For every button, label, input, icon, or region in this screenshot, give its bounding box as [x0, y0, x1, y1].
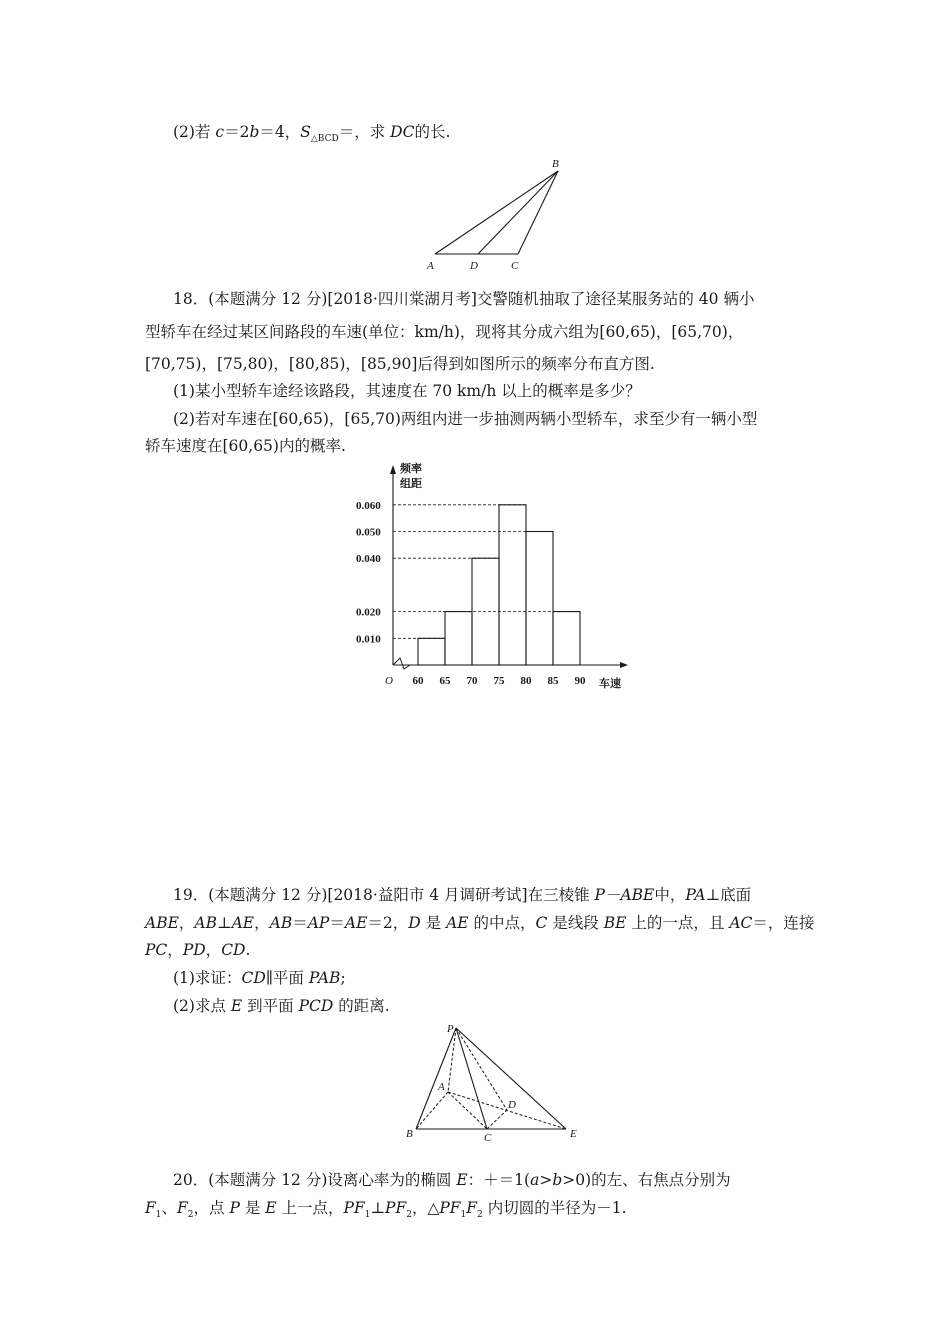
axis-break-mark — [393, 658, 410, 669]
y-tick-label: 0.020 — [356, 606, 381, 619]
q20-line1: 20．(本题满分 12 分)设离心率为的椭圆 E：＋＝1(a>b>0)的左、右焦点分别为 — [173, 1171, 731, 1189]
q17-tail: ＝，求 — [338, 123, 391, 141]
label-A: A — [438, 1081, 445, 1093]
edge-PD — [456, 1028, 507, 1110]
q19-line2: ABE，AB⊥AE，AB＝AP＝AE＝2，D 是 AE 的中点，C 是线段 BE 上的一点，且 AC＝，连接 — [145, 914, 815, 932]
q18-line3: [70,75)，[75,80)，[80,85)，[85,90]后得到如图所示的频率分布直方图. — [145, 355, 655, 373]
q19-part2: (2)求点 E 到平面 PCD 的距离. — [173, 997, 390, 1015]
ylabel-bottom: 组距 — [400, 478, 422, 490]
bar-85-90 — [553, 612, 580, 665]
q17-part2 — [173, 120, 450, 144]
x-tick-label: 75 — [493, 675, 505, 687]
xlabel: 车速 — [599, 678, 621, 690]
bar-75-80 — [499, 505, 526, 665]
edge-AB — [416, 1092, 448, 1129]
q18-part2b: 轿车速度在[60,65)内的概率. — [145, 437, 346, 455]
label-C: C — [511, 260, 519, 272]
label-B: B — [552, 158, 559, 170]
edge-CD — [487, 1110, 507, 1129]
bar-65-70 — [445, 612, 472, 665]
var-DC: DC — [390, 123, 415, 141]
q18-part1: (1)某小型轿车途经该路段，其速度在 70 km/h 以上的概率是多少？ — [173, 382, 641, 400]
q19-line3: PC，PD，CD. — [145, 941, 251, 959]
q19-part1: (1)求证：CD∥平面 PAB; — [173, 969, 346, 987]
label-A: A — [427, 260, 434, 272]
label-E: E — [570, 1128, 577, 1140]
y-tick-label: 0.010 — [356, 633, 381, 646]
q18-line1: 18．(本题满分 12 分)[2018·四川棠湖月考]交警随机抽取了途径某服务站的 40 辆小 — [173, 290, 755, 308]
y-tick-label: 0.050 — [356, 526, 381, 539]
q17-eq2: ＝4， — [259, 123, 301, 141]
var-S: S — [300, 123, 311, 141]
x-axis-arrow — [620, 662, 628, 668]
triangle-figure — [420, 152, 580, 277]
segment-BD — [478, 171, 558, 254]
q18-part2a: (2)若对车速在[60,65)，[65,70)两组内进一步抽测两辆小型轿车，求至少有一辆小型 — [173, 410, 758, 428]
y-tick-label: 0.060 — [356, 499, 381, 512]
q17-eq1: ＝2 — [224, 123, 250, 141]
bar-60-65 — [418, 638, 445, 665]
side-BC — [518, 171, 558, 254]
q18-line2: 型轿车在经过某区间路段的车速(单位：km/h)，现将其分成六组为[60,65)，[65,70)， — [145, 323, 744, 341]
area-subscript: △BCD — [310, 134, 339, 145]
y-tick-label: 0.040 — [356, 553, 381, 566]
x-tick-label: 60 — [412, 675, 424, 687]
label-D: D — [508, 1099, 516, 1111]
x-tick-label: 90 — [574, 675, 586, 687]
frequency-histogram — [340, 455, 640, 695]
x-tick-label: 85 — [547, 675, 559, 687]
x-tick-label: 70 — [466, 675, 478, 687]
ylabel-top: 频率 — [400, 463, 422, 475]
q20-line2: $F_1$、$F_2$，点 P 是 E 上一点，$PF_1\perp PF_2$，$\triangle PF_1F_2$ 内切圆的半径为－1. — [145, 1199, 627, 1221]
q17-end: 的长. — [414, 123, 451, 141]
pyramid-figure — [400, 1020, 590, 1148]
y-axis-arrow — [390, 465, 396, 474]
var-c: c — [215, 123, 225, 141]
edge-PE — [456, 1028, 566, 1129]
q17-part2-prefix: (2)若 — [173, 123, 216, 141]
q19-line1: 19．(本题满分 12 分)[2018·益阳市 4 月调研考试]在三棱锥 P－ABE中，PA⊥底面 — [173, 886, 752, 904]
side-AB — [435, 171, 558, 254]
label-P: P — [447, 1023, 454, 1035]
bar-80-85 — [526, 532, 553, 666]
x-tick-label: 65 — [439, 675, 451, 687]
var-b: b — [249, 123, 260, 141]
x-tick-label: 80 — [520, 675, 532, 687]
label-D: D — [470, 260, 478, 272]
label-B: B — [406, 1128, 413, 1140]
label-C: C — [484, 1132, 492, 1144]
origin-label: O — [385, 675, 393, 687]
